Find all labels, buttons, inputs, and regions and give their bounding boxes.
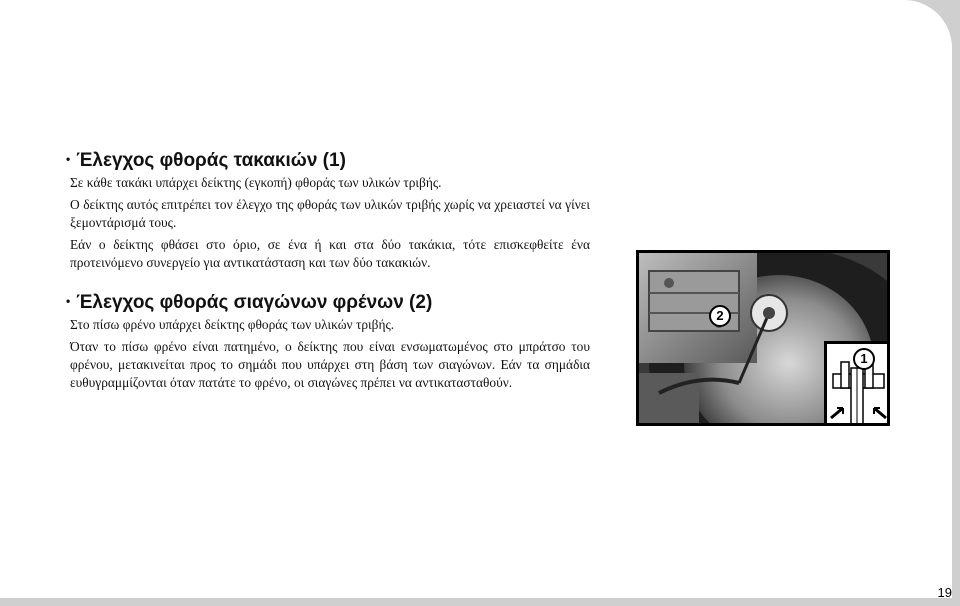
section-brake-shoes (66, 292, 590, 392)
brake-photo-figure (636, 250, 890, 426)
callout-label-2: 2 (709, 305, 731, 327)
page-number: 19 (937, 585, 952, 600)
heading-text: Έλεγχος φθοράς τακακιών (1) (76, 150, 346, 171)
section-heading-brake-pads (66, 150, 590, 172)
heading-text: Έλεγχος φθοράς σιαγώνων φρένων (2) (76, 292, 433, 313)
callout-label-1: 1 (853, 348, 875, 370)
paragraph: Όταν το πίσω φρένο είναι πατημένο, ο δείκτης που είναι ενσωματωμένος στο μπράτσο του φρένου, μετακινείται προς το σημάδι που υπάρχει στη βάση των σιαγώνων. Εάν τα σημάδια ευθυγραμμίζονται όταν πατάτε το φρένο, οι σιαγώνες πρέπει να αντικατασταθούν. (70, 339, 590, 390)
paragraph: Ο δείκτης αυτός επιτρέπει τον έλεγχο της φθοράς των υλικών τριβής χωρίς να χρειαστεί να γίνει ξεμοντάρισμά τους. (70, 197, 590, 230)
paragraph: Σε κάθε τακάκι υπάρχει δείκτης (εγκοπή) φθοράς των υλικών τριβής. (70, 175, 442, 190)
paragraph: Εάν ο δείκτης φθάσει στο όριο, σε ένα ή και στα δύο τακάκια, τότε επισκεφθείτε ένα προτεινόμενο συνεργείο για αντικατάσταση και των δύο τακακιών. (70, 237, 590, 270)
paragraph: Στο πίσω φρένο υπάρχει δείκτης φθοράς των υλικών τριβής. (70, 317, 395, 332)
bullet-icon: • (66, 152, 71, 166)
bullet-icon: • (66, 294, 71, 308)
text-column (66, 150, 590, 396)
section-heading-brake-shoes (66, 292, 590, 314)
